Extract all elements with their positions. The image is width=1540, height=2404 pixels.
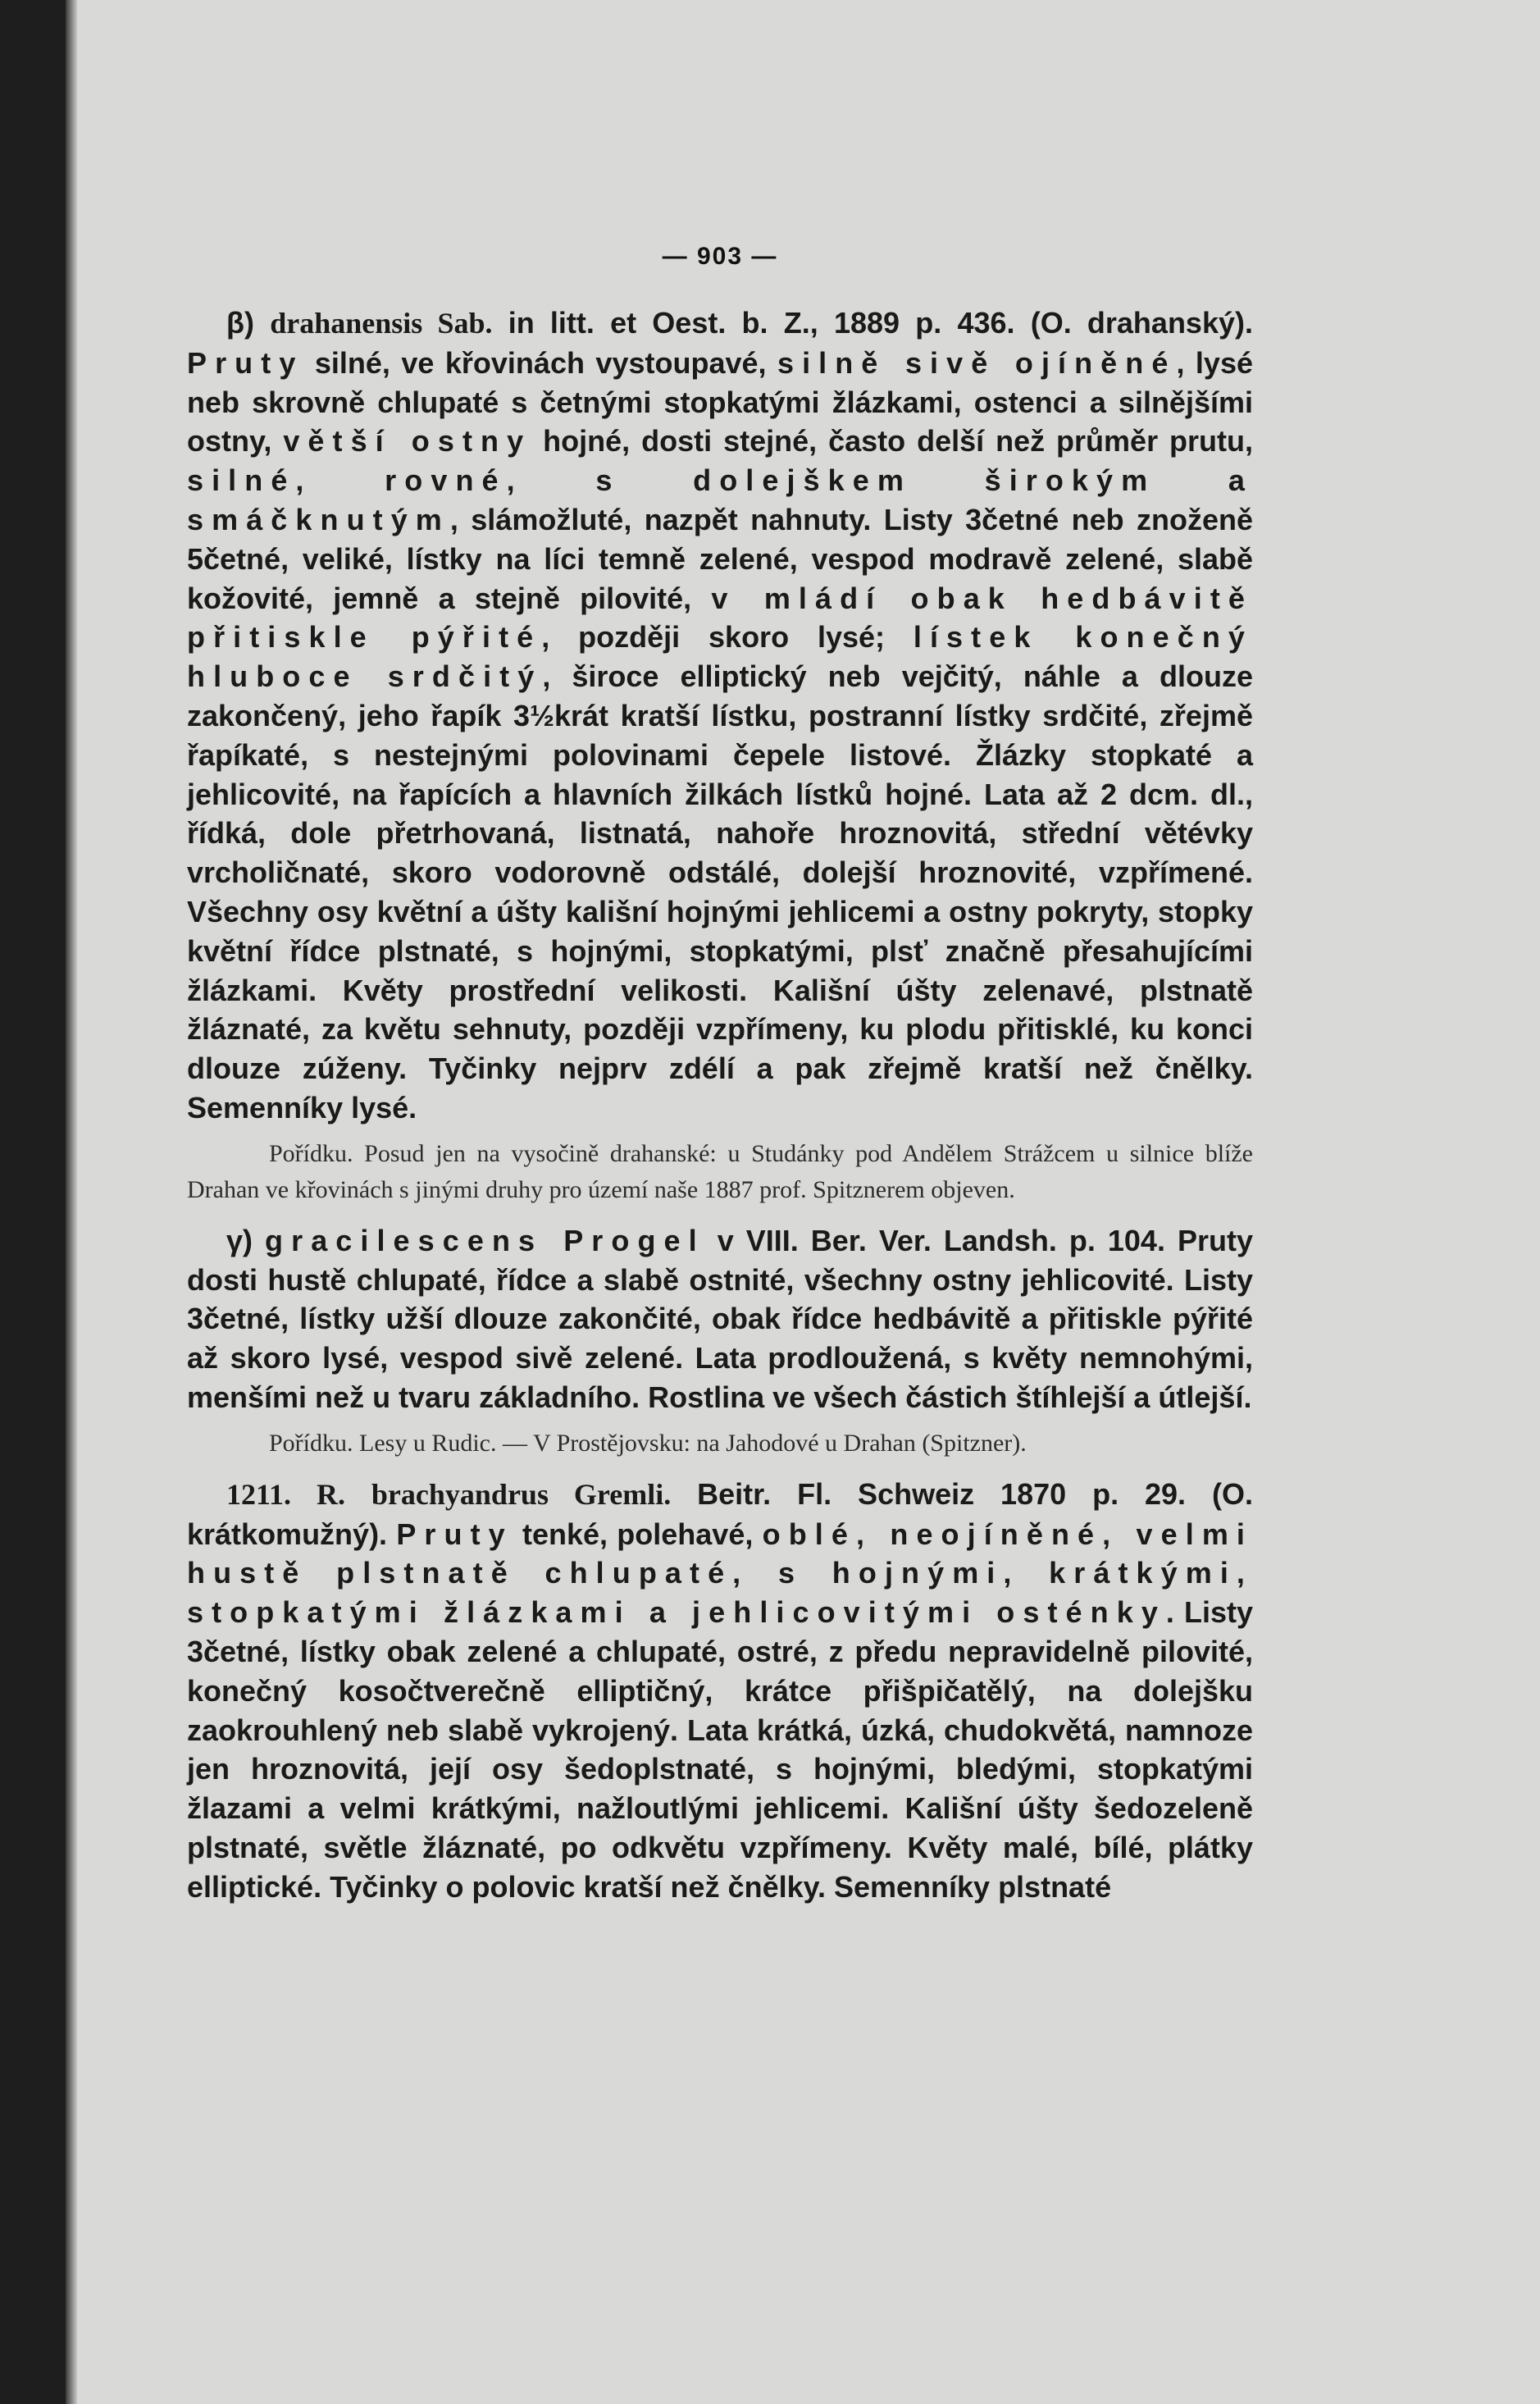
description-run: silně sivě ojíněné (777, 345, 1177, 380)
description-run: v mládí obak hedbávitě přitiskle pýřité (187, 581, 1253, 655)
description-run: , později skoro lysé; (541, 620, 914, 655)
description-run: lístek konečný hluboce srdčitý (187, 620, 1254, 694)
description-run: hojné, dosti stejné, často delší než průměr prutu, (531, 424, 1254, 458)
page-number: — 903 — (662, 243, 778, 270)
description-run: větší ostny (283, 424, 532, 458)
scan-dark-edge (0, 0, 66, 2404)
entry-drahanensis-text (187, 303, 1253, 1128)
description-run: Pruty (187, 345, 304, 380)
description-run: , lysé neb skrovně chlupaté s četnými stopkatými žlázkami, ostenci a silnějšími ostny, (187, 345, 1253, 458)
entry-name: gracilescens Progel (265, 1223, 705, 1257)
scan-edge-gradient (66, 0, 77, 2404)
description-run: silné, ve křovinách vystoupavé, (303, 345, 777, 380)
entry-drahanensis-note (187, 1136, 1253, 1208)
description-run: Pruty (396, 1517, 513, 1551)
entry-marker: γ) (226, 1223, 253, 1257)
entry-gracilescens-text (187, 1221, 1253, 1417)
description-run: , slámožluté, nazpět nahnuty. Listy 3četné neb znoženě 5četné, veliké, lístky na líci temně zelené, vespod modravě zelené, slabě kožovité, jemně a stejně pilovité, (187, 502, 1253, 615)
entry-ref: Beitr. Fl. Schweiz 1870 p. 29. (O. krátkomužný). (187, 1476, 1253, 1551)
entry-drahanensis (187, 303, 1253, 1208)
book-page (187, 243, 1253, 1906)
entry-name: brachyandrus Gremli. (371, 1477, 672, 1511)
entry-brachyandrus-text (187, 1475, 1253, 1907)
description-run: tenké, polehavé, (513, 1517, 763, 1551)
entry-ref: v VIII. Ber. Ver. Landsh. p. 104. (704, 1223, 1178, 1257)
entry-name: drahanensis Sab. (270, 307, 493, 340)
description-run: , široce elliptický neb vejčitý, náhle a dlouze zakončený, jeho řapík 3½krát kratší lístku, postranní lístky srdčité, zřejmě řapíkaté, s nestejnými polovinami čepele listové. Žlázky stopkaté a jehlicovité, na řapících a hlavních žilkách lístků hojné. Lata až 2 dcm. dl., řídká, dole přetrhovaná, listnatá, nahoře hroznovitá, střední větévky vrcholičnaté, skoro vodorovně odstálé, dolejší hroznovité, vzpřímené. Všechny osy květní a úšty kališní hojnými jehlicemi a ostny pokryty, stopky květní řídce plstnaté, s hojnými, stopkatými, plsť značně přesahujícími žlázkami. Květy prostřední velikosti. Kališní úšty zelenavé, plstnatě žláznaté, za květu sehnuty, později vzpřímeny, ku plodu přitisklé, ku konci dlouze zúženy. Tyčinky nejprv zdélí a pak zřejmě kratší než čnělky. Semenníky lysé. (187, 659, 1254, 1124)
entry-brachyandrus (187, 1475, 1253, 1907)
entry-number: 1211. R. (226, 1477, 345, 1511)
description-run: Pruty dosti hustě chlupaté, řídce a slabě ostnité, všechny ostny jehlicovité. Listy 3četné, lístky užší dlouze zakončité, obak řídce hedbávitě a přitiskle pýřité až skoro lysé, vespod sivě zelené. Lata prodloužená, s květy nemnohými, menšími než u tvaru základního. Rostlina ve všech částich štíhlejší a útlejší. (187, 1223, 1253, 1414)
entry-gracilescens (187, 1221, 1253, 1462)
locality-note: Pořídku. Posud jen na vysočině drahanské: u Studánky pod Andělem Strážcem u silnice blíže Drahan ve křovinách s jinými druhy pro území naše 1887 prof. Spitznerem objeven. (187, 1139, 1253, 1203)
description-run: oblé, neojíněné, velmi hustě plstnatě chlupaté, s hojnými, krátkými, stopkatými žlázkami a jehlicovitými osténky (187, 1517, 1253, 1630)
entry-gracilescens-note (187, 1426, 1253, 1462)
description-run: . Listy 3četné, lístky obak zelené a chlupaté, ostré, z předu nepravidelně pilovité, konečný kosočtverečně elliptičný, krátce přišpičatělý, na dolejšku zaokrouhlený neb slabě vykrojený. Lata krátká, úzká, chudokvětá, namnoze jen hroznovitá, její osy šedoplstnaté, s hojnými, bledými, stopkatými žlazami a velmi krátkými, nažloutlými jehlicemi. Kališní úšty šedozeleně plstnaté, světle žláznaté, po odkvětu vzpřímeny. Květy malé, bílé, plátky elliptické. Tyčinky o polovic kratší než čnělky. Semenníky plstnaté (187, 1595, 1253, 1904)
description-run: silné, rovné, s dolejškem širokým a smáčknutým (187, 463, 1253, 536)
entry-marker: β) (226, 306, 254, 340)
entry-ref: in litt. et Oest. b. Z., 1889 p. 436. (O. drahanský). (492, 306, 1253, 340)
locality-note: Pořídku. Lesy u Rudic. — V Prostějovsku: na Jahodové u Drahan (Spitzner). (269, 1429, 1027, 1457)
